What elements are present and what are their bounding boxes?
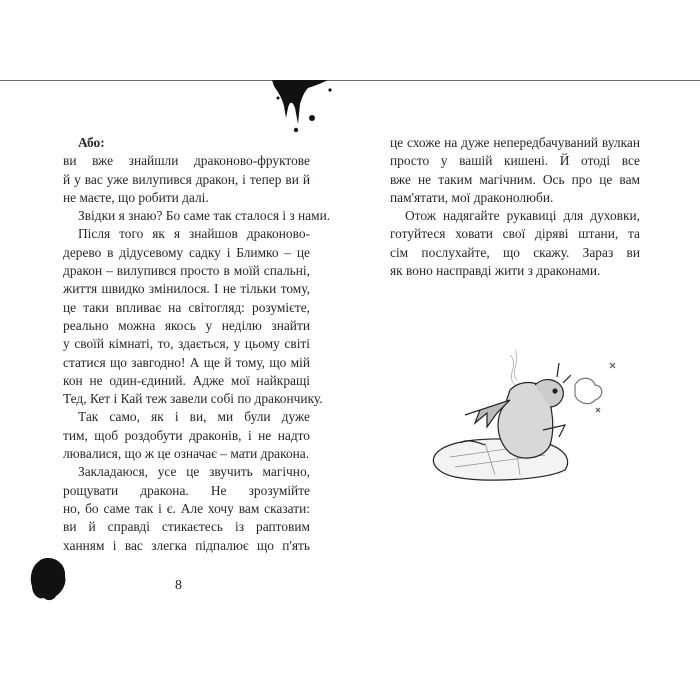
text-line: Так само, як і ви, ми були дуже <box>78 409 310 425</box>
text-line: тим, щоб роздобути драконів, і не надто <box>63 427 310 443</box>
text-line: не маєте, що робити далі. <box>63 189 209 205</box>
text-line: пам'ятати, мої драконолюби. <box>390 189 554 205</box>
text-line: це схоже на дуже непередбачуваний вулкан <box>390 135 640 150</box>
text-line: статися що завгодно! А ще й тому, що мій <box>63 354 310 370</box>
text-line: но, бо саме так і є. Але хочу вам сказати: <box>63 500 310 516</box>
top-rule <box>0 80 700 81</box>
text-line: як воно насправді жити з драконами. <box>390 263 601 279</box>
right-page-text <box>390 134 640 280</box>
page-number: 8 <box>175 578 182 593</box>
text-line: лювалися, що ж це означає – мати дракона. <box>63 446 310 462</box>
text-line: рощувати дракона. Не зрозумійте <box>63 482 310 498</box>
text-line: Після того як я знайшов драконово- <box>78 226 310 242</box>
ink-splat-icon <box>268 78 338 134</box>
text-line: й у вас уже вилупився дракон, і тепер ви й <box>63 171 310 187</box>
text-line: Звідки я знаю? Бо саме так сталося і з нами. <box>78 208 331 224</box>
text-line: Отож надягайте рукавиці для духовки, <box>405 208 640 224</box>
dragon-illustration <box>425 345 625 495</box>
ink-blob-icon <box>28 556 68 602</box>
left-page-text <box>63 134 331 555</box>
text-line: ханням і вас злегка підпалює що п'ять <box>63 537 310 553</box>
text-line: сім послухайте, що скажу. Зараз ви <box>390 244 640 260</box>
text-line: просто у вашій кишені. Й отоді все <box>390 153 640 169</box>
section-heading: Або: <box>78 135 105 150</box>
text-line: готуйтеся ховати свої діряві штани, та <box>390 226 640 242</box>
text-line: вже не таким магічним. Ось про це вам <box>390 171 640 187</box>
text-line: ви й справді стикаєтесь із раптовим <box>63 519 310 535</box>
text-line: ви вже знайшли драконово-фруктове <box>63 153 310 169</box>
text-line: Тед, Кет і Кай теж завели собі по дракончику. <box>63 391 323 407</box>
text-line: Закладаюся, усе це звучить магічно, <box>78 464 310 480</box>
text-line: дерево в дідусевому садку і Блимко – це <box>63 244 310 260</box>
text-line: це таки впливає на світогляд: розумієте, <box>63 299 310 315</box>
text-line: життя швидко змінилося. І не тільки тому, <box>63 281 310 297</box>
text-line: кон не один-єдиний. Адже мої найкращі <box>63 372 310 388</box>
text-line: у своїй кімнаті, то, здається, у цьому світі <box>63 336 310 352</box>
text-line: реально можна якось у неділю знайти <box>63 317 310 333</box>
text-line: дракон – вилупився просто в моїй спальні, <box>63 263 310 279</box>
